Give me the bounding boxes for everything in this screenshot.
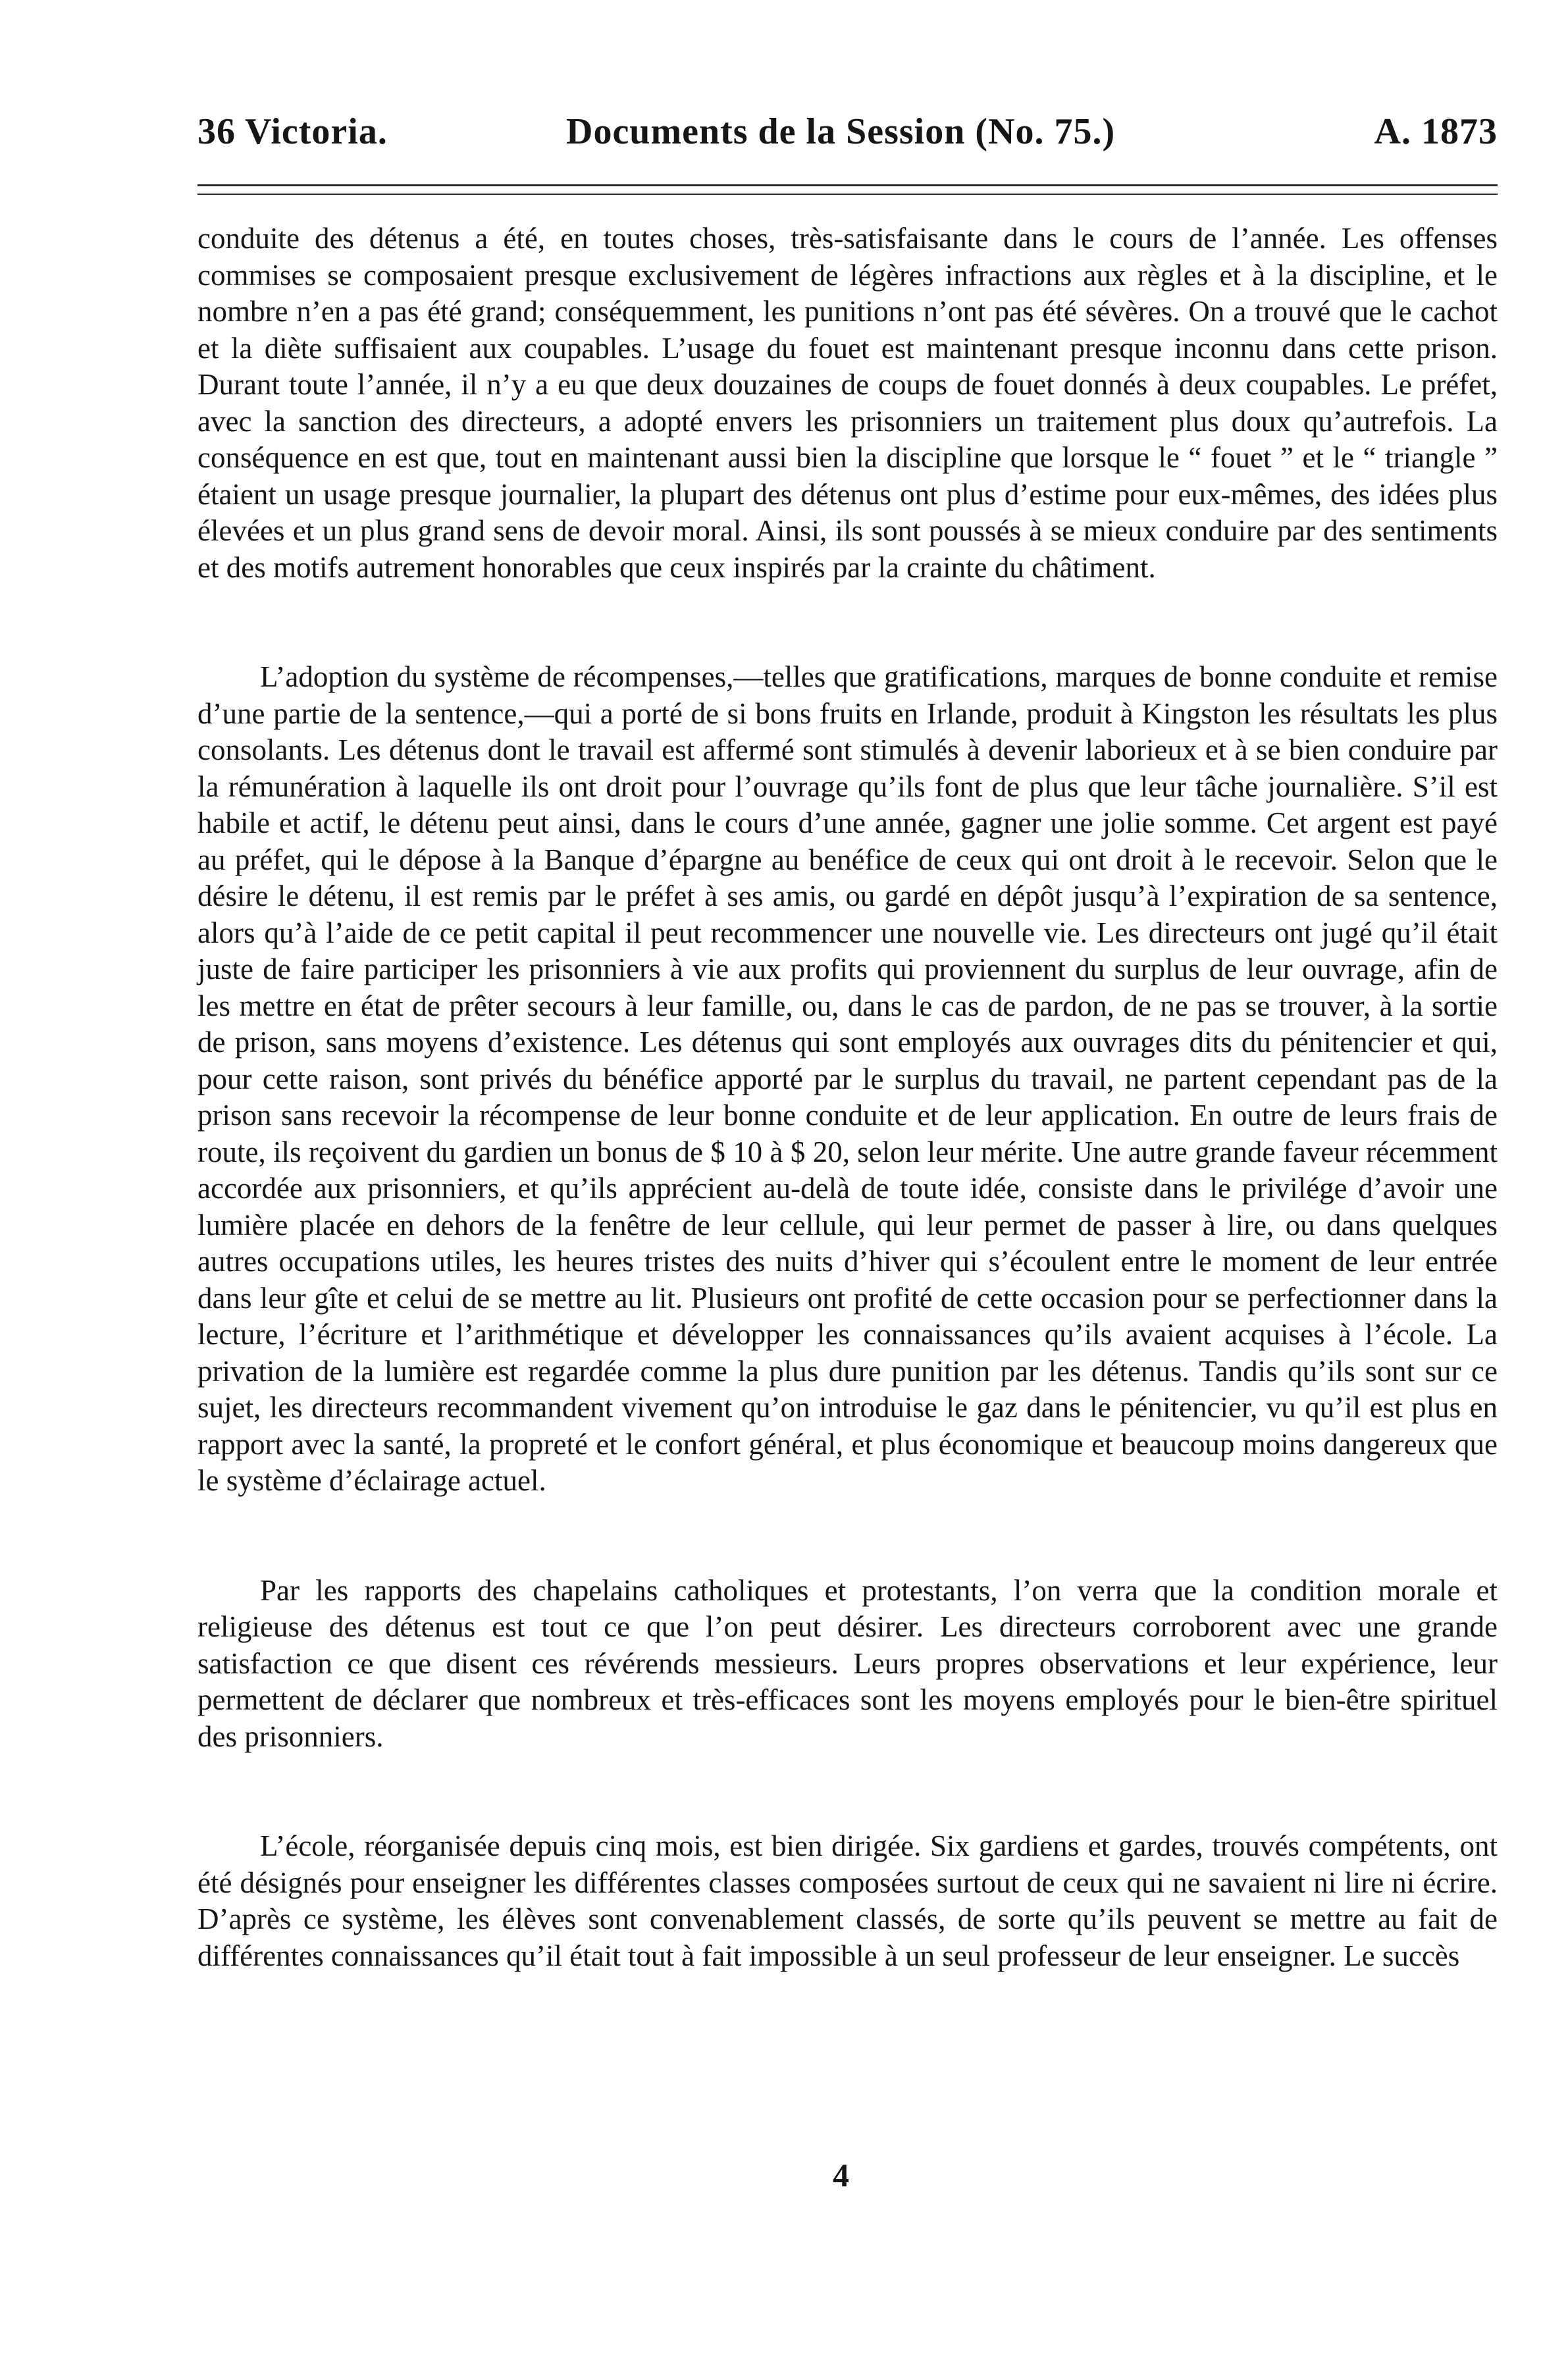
header-title: Documents de la Session (No. 75.)	[566, 111, 1116, 152]
header-rule-bottom	[197, 194, 1498, 195]
paragraph-rewards: L’adoption du système de récompenses,—telles que gratifications, marques de bonne conduite et remise d’une partie de la sentence,—qui a porté de si bons fruits en Irlande, produit à Kingston les résultats les plus consolants. Les détenus dont le travail est affermé sont stimulés à devenir laborieux et à se bien conduire par la rémunération à laquelle ils ont droit pour l’ouvrage qu’ils font de plus que leur tâche journalière. S’il est habile et actif, le détenu peut ainsi, dans le cours d’une année, gagner une jolie somme. Cet argent est payé au préfet, qui le dépose à la Banque d’épargne au benéfice de ceux qui ont droit à le recevoir. Selon que le désire le détenu, il est remis par le préfet à ses amis, ou gardé en dépôt jusqu’à l’expiration de sa sentence, alors qu’à l’aide de ce petit capital il peut recommencer une nouvelle vie. Les directeurs ont jugé qu’il était juste de faire participer les prisonniers à vie aux profits qui proviennent du surplus de leur ouvrage, afin de les mettre en état de prêter secours à leur famille, ou, dans le cas de pardon, de ne pas se trouver, à la sortie de prison, sans moyens d’existence. Les détenus qui sont employés aux ouvrages dits du pénitencier et qui, pour cette raison, sont privés du bénéfice apporté par le surplus du travail, ne partent cependant pas de la prison sans recevoir la récompense de leur bonne conduite et de leur application. En outre de leurs frais de route, ils reçoivent du gardien un bonus de $ 10 à $ 20, selon leur mérite. Une autre grande faveur récemment accordée aux prisonniers, et qu’ils apprécient au-delà de toute idée, consiste dans le privilége d’avoir une lumière placée en dehors de la fenêtre de leur cellule, qui leur permet de passer à lire, ou dans quelques autres occupations utiles, les heures tristes des nuits d’hiver qui s’écoulent entre le moment de leur entrée dans leur gîte et celui de se mettre au lit. Plusieurs ont profité de cette occasion pour se perfectionner dans la lecture, l’écriture et l’arithmétique et développer les connaissances qu’ils avaient acquises à l’école. La privation de la lumière est regardée comme la plus dure punition par les détenus. Tandis qu’ils sont sur ce sujet, les directeurs recommandent vivement qu’on introduise le gaz dans le pénitencier, vu qu’il est plus en rapport avec la santé, la propreté et le confort général, et plus économique et beaucoup moins dangereux que le système d’éclairage actuel.	[197, 660, 1498, 1497]
paragraph-school: L’école, réorganisée depuis cinq mois, est bien dirigée. Six gardiens et gardes, trouvés compétents, ont été désignés pour enseigner les différentes classes composées surtout de ceux qui ne savaient ni lire ni écrire. D’après ce système, les élèves sont convenablement classés, de sorte qu’ils peuvent se mettre au fait de différentes connaissances qu’il était tout à fait impossible à un seul professeur de leur enseigner. Le succès	[197, 1829, 1498, 1972]
body-text	[197, 221, 1498, 1974]
paragraph-continuation: conduite des détenus a été, en toutes choses, très-satisfaisante dans le cours de l’année. Les offenses commises se composaient presque exclusivement de légères infractions aux règles et à la discipline, et le nombre n’en a pas été grand; conséquemment, les punitions n’ont pas été sévères. On a trouvé que le cachot et la diète suffisaient aux coupables. L’usage du fouet est maintenant presque inconnu dans cette prison. Durant toute l’année, il n’y a eu que deux douzaines de coups de fouet donnés à deux coupables. Le préfet, avec la sanction des directeurs, a adopté envers les prisonniers un traitement plus doux qu’autrefois. La conséquence en est que, tout en maintenant aussi bien la discipline que lorsque le “ fouet ” et le “ triangle ” étaient un usage presque journalier, la plupart des détenus ont plus d’estime pour eux-mêmes, des idées plus élevées et un plus grand sens de devoir moral. Ainsi, ils sont poussés à se mieux conduire par des sentiments et des motifs autrement honorables que ceux inspirés par la crainte du châtiment.	[197, 222, 1498, 584]
header-rule-top	[197, 184, 1498, 186]
running-header	[197, 105, 1498, 158]
header-year: A. 1873	[1374, 111, 1498, 152]
page-number: 4	[833, 2157, 849, 2193]
header-volume: 36 Victoria.	[197, 111, 388, 152]
paragraph-chaplains: Par les rapports des chapelains catholiques et protestants, l’on verra que la condition morale et religieuse des détenus est tout ce que l’on peut désirer. Les directeurs corroborent avec une grande satisfaction ce que disent ces révérends messieurs. Leurs propres observations et leur expérience, leur permettent de déclarer que nombreux et très-efficaces sont les moyens employés pour le bien-être spirituel des prisonniers.	[197, 1573, 1498, 1753]
